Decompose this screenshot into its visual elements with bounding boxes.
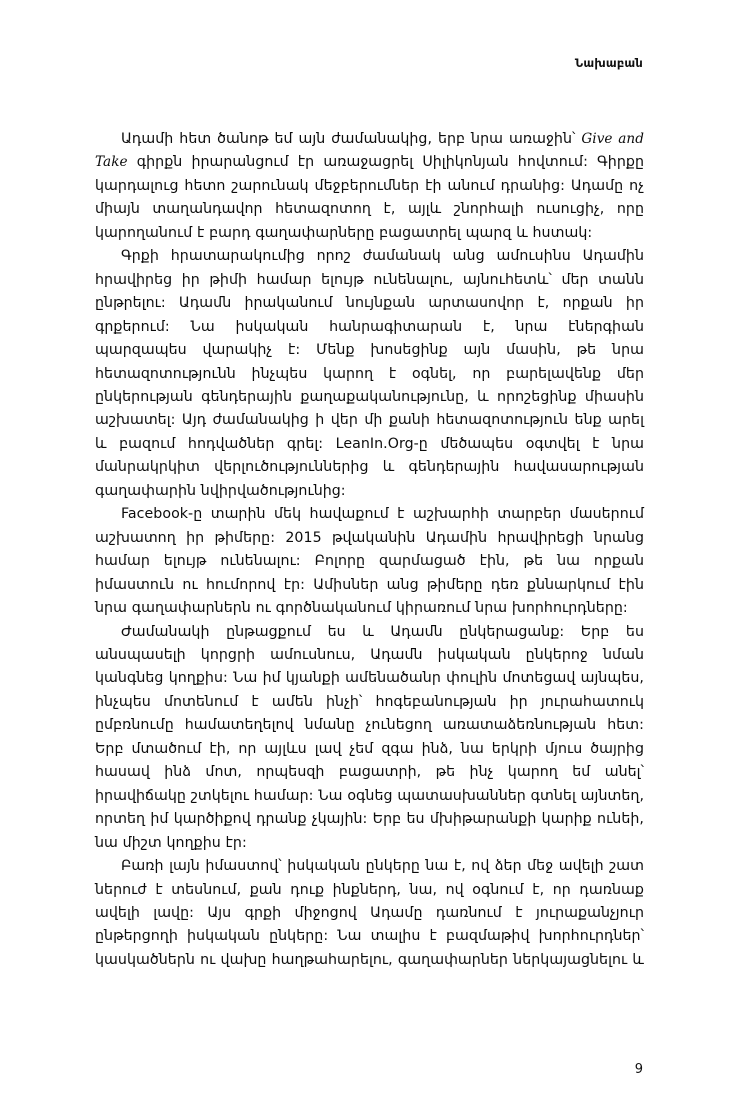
text-run: Բառի լայն իմաստով՝ իսկական ընկերը նա է, ով ձեր մեջ ավելի շատ ներուժ է տեսնում, քան դուք ինքներդ, նա, ով օգնում է, որ դառնաք ավելի լավը: Այս գրքի միջոցով Ադամը դառնում է յուրաքանչյուր ընթերցողի իսկական ընկերը: Նա տալիս է բազմաթիվ խորհուրդներ՝ կասկածներն ու վախը հաղթահարելու, գաղափարներ ներկայացնելու և xyxy=(95,858,644,968)
text-run: գիրքն իրարանցում էր առաջացրել Սիլիկոնյան հովտում: Գիրքը կարդալուց հետո շարունակ մեջբերումներ էի անում դրանից: Ադամը ոչ միայն տաղանդավոր հետազոտող է, այլև շնորհալի ուսուցիչ, որը կարողանում է բարդ գաղափարները բացատրել պարզ և հստակ: xyxy=(95,154,644,241)
text-run: Facebook-ը տարին մեկ հավաքում է աշխարհի տարբեր մասերում աշխատող իր թիմերը: 2015 թվականին Ադամին հրավիրեցի նրանց համար ելույթ ունենալու: Բոլորը զարմացած էին, թե նա որքան իմաստուն ու հումորով էր: Ամիսներ անց թիմերը դեռ քննարկում էին նրա գաղափարներն ու գործնականում կիրառում նրա խորհուրդները: xyxy=(95,506,644,617)
page-number: 9 xyxy=(634,1062,643,1077)
text-run: Ժամանակի ընթացքում ես և Ադամն ընկերացանք: Երբ ես անսպասելի կորցրի ամուսնուս, Ադամն իսկական ընկերոջ նման կանգնեց կողքիս: Նա իմ կյանքի ամենածանր փուլին մոտեցավ այնպես, ինչպես մոտենում է ամեն ինչի՝ հոգեբանության իր յուրահատուկ ըմբռնումը համատեղելով նմանը չունեցող առատաձեռնության հետ: Երբ մտածում էի, որ այլևս լավ չեմ զգա ինձ, նա երկրի մյուս ծայրից հասավ ինձ մոտ, որպեսզի բացատրի, թե ինչ կարող եմ անել՝ իրավիճակը շտկելու համար: Նա օգնեց պատասխաններ գտնել այնտեղ, որտեղ իմ կարծիքով դրանք չկային: Երբ ես մխիթարանքի կարիք ունեի, նա միշտ կողքիս էր: xyxy=(95,623,644,851)
paragraph xyxy=(95,503,644,620)
book-title-italic: Give and Take xyxy=(95,131,644,171)
text-run: Գրքի հրատարակումից որոշ ժամանակ անց ամուսինս Ադամին հրավիրեց իր թիմի համար ելույթ ունենալու, այնուհետև՝ մեր տանն ընթրելու: Ադամն իրականում նույնքան արտասովոր է, որքան իր գրքերում: Նա իսկական հանրագիտարան է, նրա էներգիան պարզապես վարակիչ է: Մենք խոսեցինք այն մասին, թե նրա հետազոտությունն ինչպես կարող է օգնել, որ բարելավենք մեր ընկերության գենդերային քաղաքականությունը, և որոշեցինք միասին աշխատել: Այդ ժամանակից ի վեր մի քանի հետազոտություն ենք արել և բազում հոդվածներ գրել: LeanIn.Org-ը մեծապես օգտվել է նրա մանրակրկիտ վերլուծություններից և գենդերային հավասարության գաղափարին նվիրվածությունից: xyxy=(95,248,644,499)
paragraph xyxy=(95,621,644,856)
paragraph xyxy=(95,245,644,503)
paragraph xyxy=(95,855,644,972)
body-text-block xyxy=(95,128,644,972)
paragraph xyxy=(95,128,644,245)
text-run: Ադամի հետ ծանոթ եմ այն ժամանակից, երբ նրա առաջին՝ xyxy=(121,131,582,147)
running-head: Նախաբան xyxy=(574,56,643,70)
